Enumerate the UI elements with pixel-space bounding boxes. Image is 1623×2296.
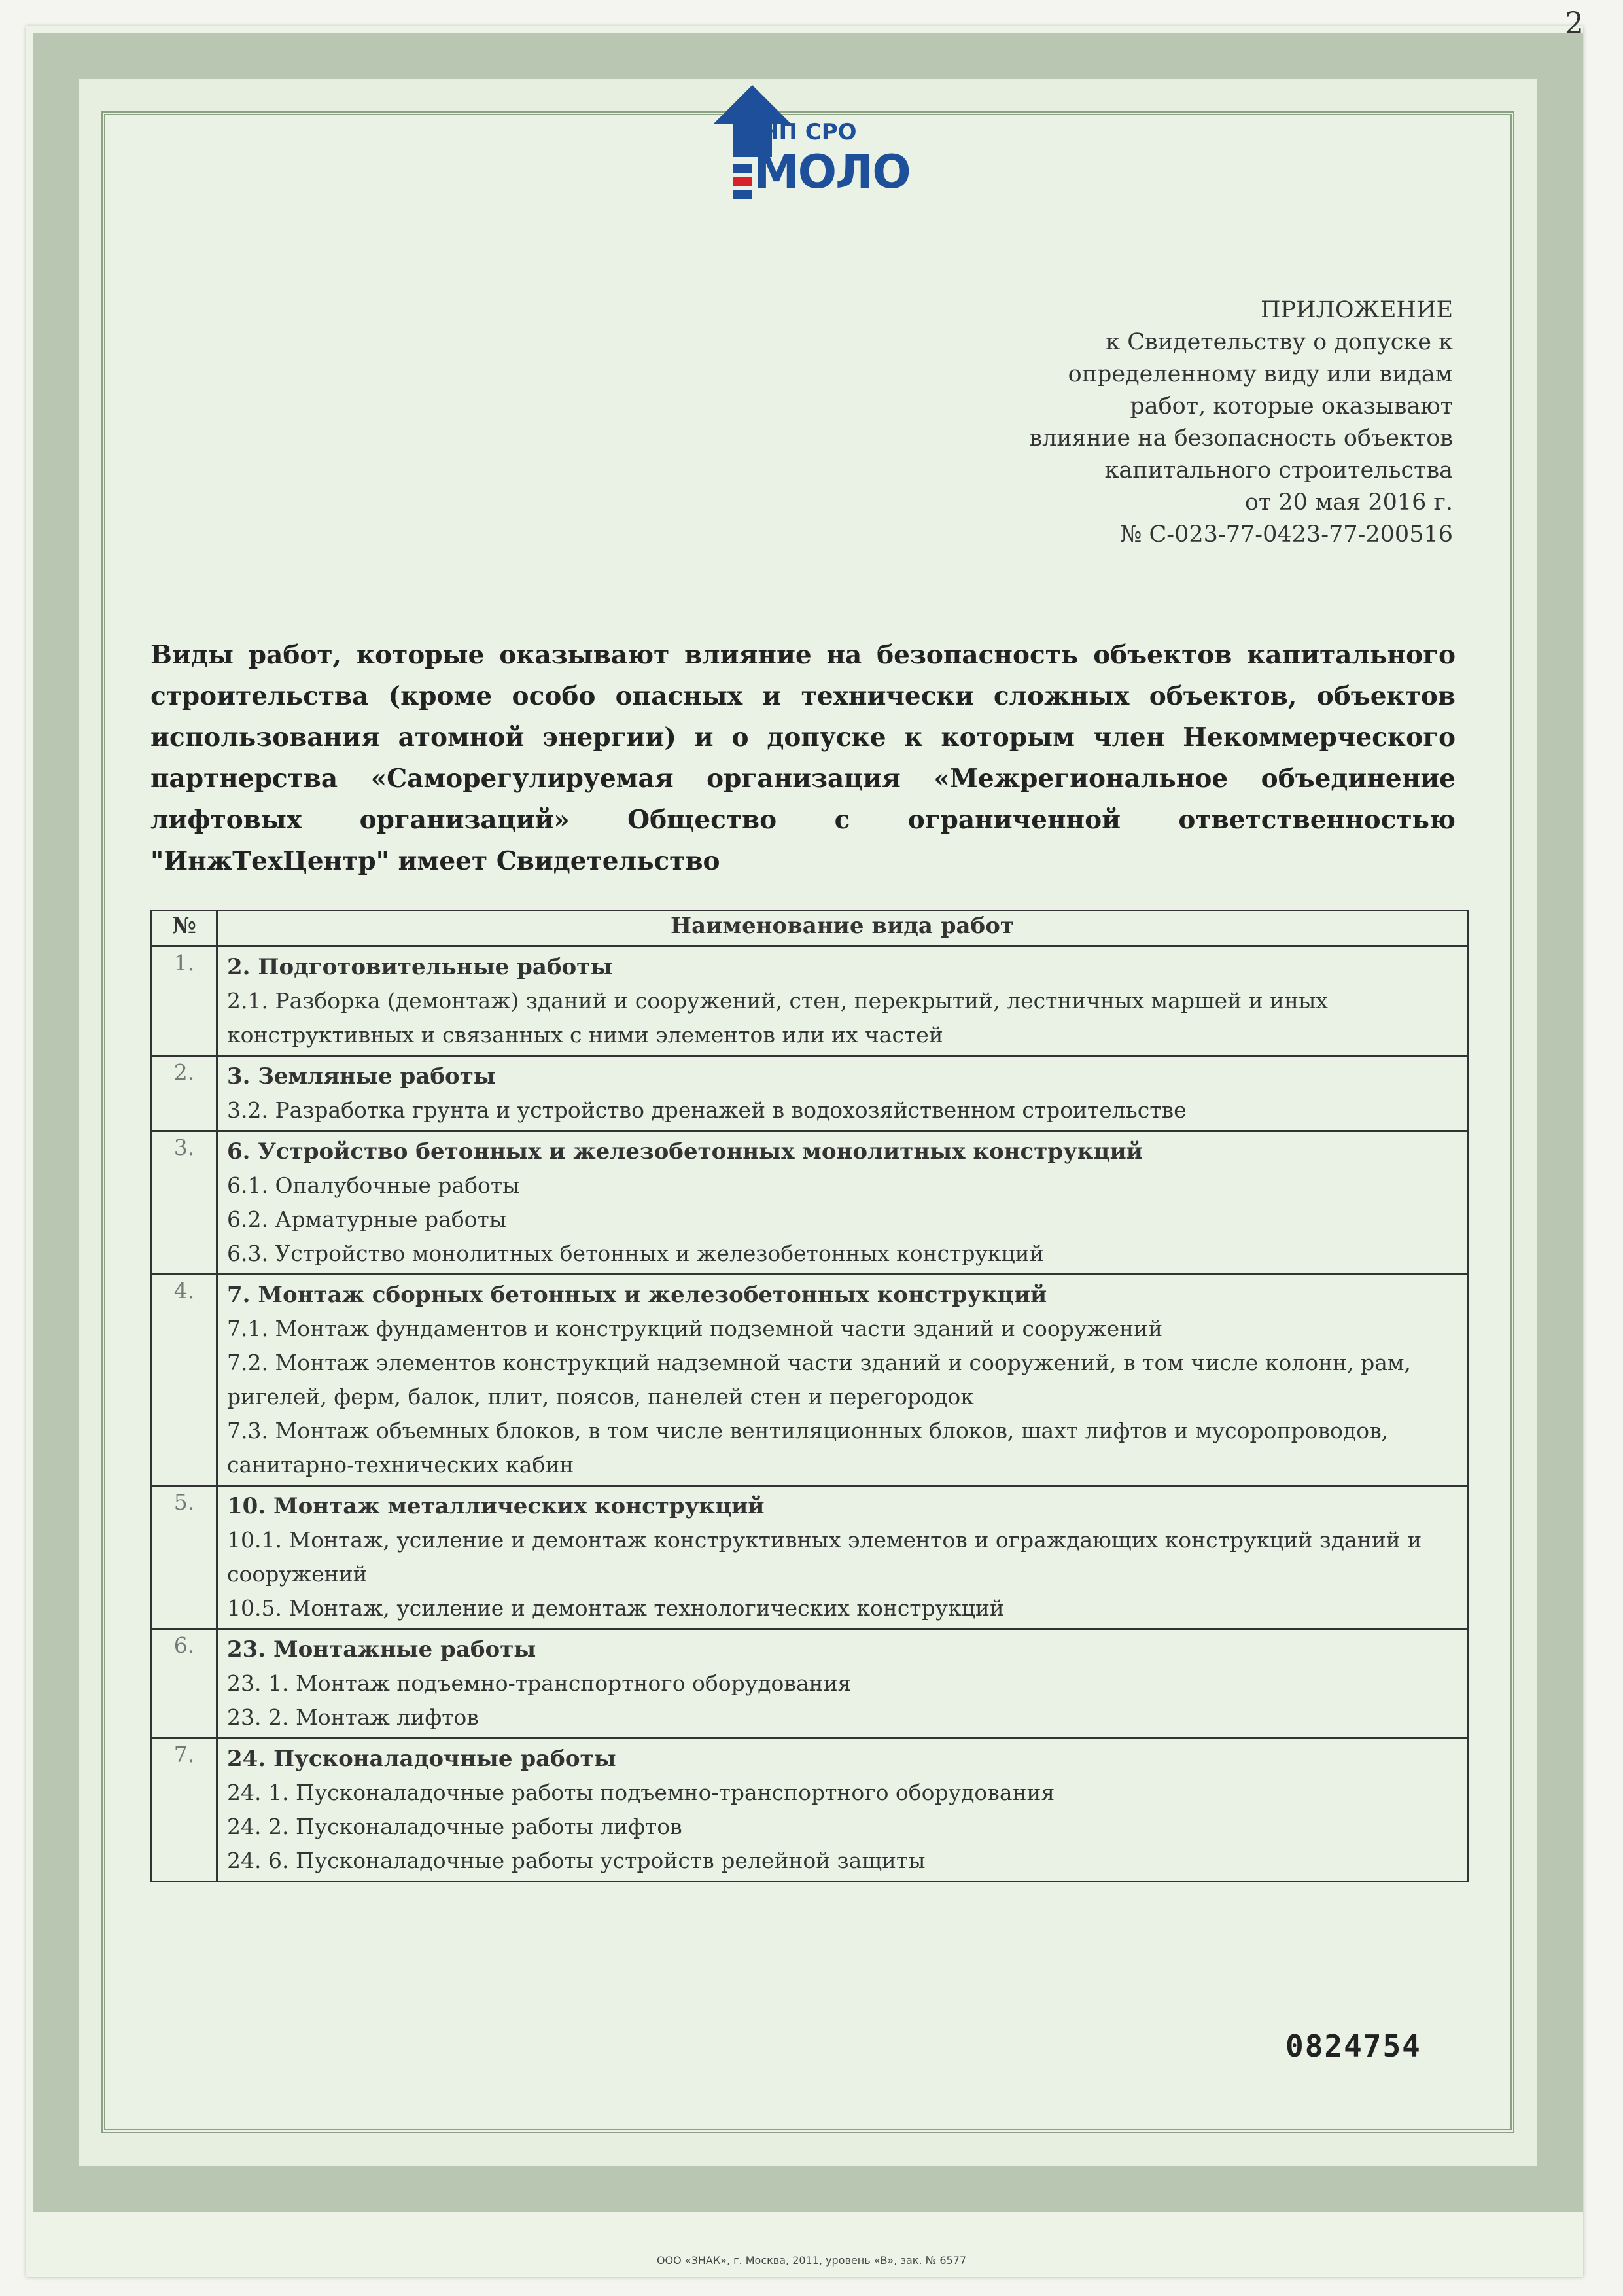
row-content — [217, 1275, 1468, 1486]
row-content — [217, 1056, 1468, 1131]
work-item: 10.5. Монтаж, усиление и демонтаж технологических конструкций — [227, 1595, 1004, 1621]
table-row — [152, 1275, 1468, 1486]
section-title: 3. Земляные работы — [227, 1063, 496, 1089]
work-item: 3.2. Разработка грунта и устройство дренажей в водохозяйственном строительстве — [227, 1097, 1187, 1123]
work-item: 7.3. Монтаж объемных блоков, в том числе вентиляционных блоков, шахт лифтов и мусоропроводов, санитарно-технических кабин — [227, 1418, 1389, 1477]
work-item: 6.1. Опалубочные работы — [227, 1173, 520, 1198]
work-item: 23. 1. Монтаж подъемно-транспортного оборудования — [227, 1670, 852, 1696]
document-heading: Виды работ, которые оказывают влияние на безопасность объектов капитального строительства (кроме особо опасных и технически сложных объектов, объектов использования атомной энергии) и о допуске к которым член Некоммерческого партнерства «Саморегулируемая организация «Межрегиональное объединение лифтовых организаций» Общество с ограниченной ответственностью "ИнжТехЦентр" имеет Свидетельство — [150, 640, 1456, 876]
section-title: 24. Пусконаладочные работы — [227, 1746, 616, 1772]
work-item: 24. 1. Пусконаладочные работы подъемно-транспортного оборудования — [227, 1780, 1055, 1805]
table-row — [152, 947, 1468, 1056]
work-item: 2.1. Разборка (демонтаж) зданий и сооружений, стен, перекрытий, лестничных маршей и иных конструктивных и связанных с ними элементов или их частей — [227, 988, 1329, 1048]
work-item: 24. 2. Пусконаладочные работы лифтов — [227, 1814, 682, 1839]
row-number: 2. — [152, 1056, 217, 1131]
works-table — [150, 910, 1469, 1882]
row-number: 5. — [152, 1486, 217, 1629]
logo-line1: НП СРО — [760, 119, 857, 145]
appendix-line: влияние на безопасность объектов — [1029, 425, 1453, 451]
works-table-body — [152, 947, 1468, 1882]
row-content — [217, 1739, 1468, 1882]
work-item: 7.1. Монтаж фундаментов и конструкций подземной части зданий и сооружений — [227, 1316, 1163, 1341]
sro-logo — [713, 85, 910, 216]
work-item: 6.2. Арматурные работы — [227, 1207, 507, 1232]
appendix-line: определенному виду или видам — [1068, 361, 1453, 387]
section-title: 23. Монтажные работы — [227, 1636, 536, 1663]
row-number: 1. — [152, 947, 217, 1056]
column-header-name: Наименование вида работ — [217, 911, 1468, 947]
work-item: 6.3. Устройство монолитных бетонных и железобетонных конструкций — [227, 1241, 1044, 1266]
appendix-line: № С-023-77-0423-77-200516 — [1120, 521, 1453, 548]
column-header-num: № — [152, 911, 217, 947]
row-content — [217, 947, 1468, 1056]
section-title: 6. Устройство бетонных и железобетонных монолитных конструкций — [227, 1139, 1143, 1165]
row-number: 4. — [152, 1275, 217, 1486]
appendix-line: от 20 мая 2016 г. — [1244, 489, 1453, 516]
table-header-row — [152, 911, 1468, 947]
printer-footer: ООО «ЗНАК», г. Москва, 2011, уровень «В», зак. № 6577 — [656, 2254, 967, 2267]
table-row — [152, 1629, 1468, 1739]
row-content — [217, 1629, 1468, 1739]
work-item: 24. 6. Пусконаладочные работы устройств релейной защиты — [227, 1848, 926, 1873]
logo-line2: МОЛО — [754, 145, 910, 199]
appendix-line: капитального строительства — [1104, 457, 1453, 484]
serial-number: 0824754 — [1285, 2028, 1422, 2064]
appendix-line: работ, которые оказывают — [1130, 393, 1453, 419]
table-row — [152, 1056, 1468, 1131]
row-content — [217, 1486, 1468, 1629]
page-number: 2 — [1564, 5, 1584, 41]
row-number: 7. — [152, 1739, 217, 1882]
work-item: 23. 2. Монтаж лифтов — [227, 1704, 479, 1730]
appendix-line: к Свидетельству о допуске к — [1106, 329, 1453, 355]
table-row — [152, 1486, 1468, 1629]
row-number: 3. — [152, 1131, 217, 1275]
work-item: 10.1. Монтаж, усиление и демонтаж конструктивных элементов и ограждающих конструкций зданий и сооружений — [227, 1527, 1422, 1587]
row-number: 6. — [152, 1629, 217, 1739]
row-content — [217, 1131, 1468, 1275]
appendix-block — [1029, 294, 1453, 551]
work-item: 7.2. Монтаж элементов конструкций надземной части зданий и сооружений, в том числе колонн, рам, ригелей, ферм, балок, плит, поясов, панелей стен и перегородок — [227, 1350, 1412, 1409]
appendix-line: ПРИЛОЖЕНИЕ — [1261, 297, 1453, 323]
section-title: 7. Монтаж сборных бетонных и железобетонных конструкций — [227, 1282, 1047, 1308]
table-row — [152, 1131, 1468, 1275]
section-title: 2. Подготовительные работы — [227, 954, 613, 980]
section-title: 10. Монтаж металлических конструкций — [227, 1493, 765, 1519]
table-row — [152, 1739, 1468, 1882]
